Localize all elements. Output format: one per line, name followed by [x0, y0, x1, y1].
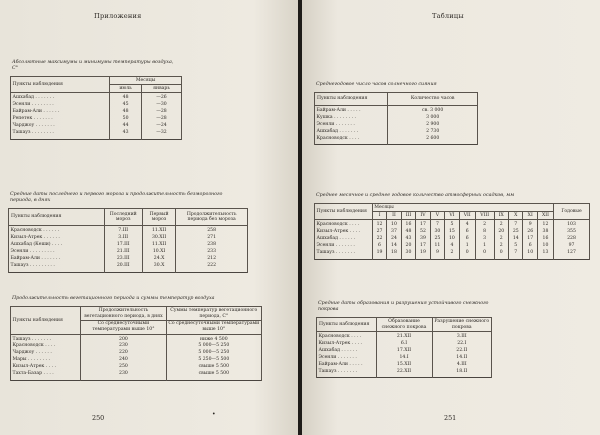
cell-station: Кизыл-Атрек . . . . — [11, 364, 81, 371]
cell-month-value: 8 — [475, 228, 494, 235]
column-header-snow-formation: Образование снежного покрова — [376, 318, 432, 332]
table-row — [9, 262, 248, 272]
cell-month-value: 27 — [372, 228, 386, 235]
cell-last-frost: 20.III — [104, 262, 142, 272]
cell-station: Тахта-Базар . . . . — [11, 371, 81, 381]
column-header-frost-free-duration: Продолжительность периода без мороза — [176, 209, 248, 226]
table-row — [11, 371, 262, 381]
table-body — [11, 334, 262, 380]
cell-last-frost: 21.III — [104, 248, 142, 255]
cell-month-value: 6 — [372, 242, 386, 249]
table-row — [317, 368, 492, 378]
cell-month-value: 10 — [523, 249, 537, 259]
cell-first-frost: 30.XII — [142, 235, 175, 242]
cell-month-value: 52 — [416, 228, 430, 235]
cell-july-max: 45 — [110, 102, 142, 109]
cell-first-frost: 30.X — [142, 262, 175, 272]
table-row — [315, 121, 478, 128]
left-page-number: 250 — [92, 414, 105, 422]
cell-sunshine-hours: 2 900 — [388, 121, 478, 128]
cell-month-value: 12 — [537, 220, 553, 229]
cell-snow-breakup: 22.II — [432, 347, 492, 354]
cell-month-value: 17 — [523, 235, 537, 242]
table-title: Средние даты последнего и первого мороза и продолжительность безморозного периода, в днях — [10, 192, 223, 204]
cell-month-value: 4 — [459, 220, 475, 229]
cell-month-value: 2 — [494, 235, 508, 242]
table-row — [315, 228, 590, 235]
cell-month-value: 20 — [494, 228, 508, 235]
cell-snow-formation: 14.I — [376, 354, 432, 361]
column-header-last-frost: Последний мороз — [104, 209, 142, 226]
column-header-month: XI — [523, 212, 537, 220]
cell-month-value: 2 — [494, 242, 508, 249]
cell-month-value: 2 — [494, 220, 508, 229]
cell-month-value: 4 — [445, 242, 459, 249]
cell-month-value: 1 — [475, 242, 494, 249]
cell-station: Ашхабад . . . . . . . — [315, 128, 388, 135]
cell-frost-free-days: 233 — [176, 248, 248, 255]
cell-annual-total: 355 — [554, 228, 590, 235]
cell-station: Красноводск . . . . — [315, 135, 388, 145]
cell-first-frost: 11.XII — [142, 226, 175, 235]
cell-january-min: —32 — [141, 129, 181, 139]
column-header-first-frost: Первый мороз — [142, 209, 175, 226]
cell-station: Мары . . . . . . . . — [11, 357, 81, 364]
table-sunshine-hours — [314, 82, 478, 145]
cell-month-value: 17 — [416, 220, 430, 229]
column-header-month: III — [401, 212, 415, 220]
cell-station: Ашхабад (Кеши) . . . . — [9, 241, 105, 248]
table-row — [11, 334, 262, 343]
cell-month-value: 22 — [372, 235, 386, 242]
table-vegetation-period — [10, 296, 262, 381]
cell-sunshine-hours: 3 000 — [388, 114, 478, 121]
cell-month-value: 3 — [475, 235, 494, 242]
table-body — [317, 332, 492, 378]
cell-month-value: 6 — [459, 235, 475, 242]
cell-month-value: 2 — [475, 220, 494, 229]
cell-last-frost: 3.III — [104, 235, 142, 242]
cell-frost-free-days: 258 — [176, 226, 248, 235]
table-row — [315, 105, 478, 114]
cell-temperature-sum: 5 000—5 250 — [166, 350, 261, 357]
cell-month-value: 30 — [401, 249, 415, 259]
cell-station: Ашхабад . . . . . . — [317, 347, 377, 354]
table-row — [9, 248, 248, 255]
column-header-month: XII — [537, 212, 553, 220]
cell-snow-breakup: 4.III — [432, 361, 492, 368]
cell-month-value: 0 — [475, 249, 494, 259]
column-header-snow-breakup: Разрушение снежного покрова — [432, 318, 492, 332]
cell-temperature-sum: 5 000—5 250 — [166, 343, 261, 350]
cell-station: Байрам-Али . . . . . . — [11, 109, 110, 116]
cell-month-value: 5 — [509, 242, 523, 249]
cell-first-frost: 24.X — [142, 255, 175, 262]
column-header-station: Пункты наблюдения — [11, 77, 110, 93]
cell-month-value: 20 — [401, 242, 415, 249]
cell-month-value: 2 — [445, 249, 459, 259]
cell-snow-formation: 22.XII — [376, 368, 432, 378]
table-row — [11, 350, 262, 357]
cell-month-value: 15 — [445, 228, 459, 235]
cell-station: Красноводск . . . . — [11, 343, 81, 350]
table-row — [315, 114, 478, 121]
table-row — [315, 135, 478, 145]
cell-station: Ташауз . . . . . . . . — [11, 129, 110, 139]
cell-snow-breakup: 3.III — [432, 332, 492, 341]
table-snow-cover — [316, 301, 492, 378]
cell-month-value: 48 — [401, 228, 415, 235]
table-row — [315, 220, 590, 229]
table-title: Абсолютные максимумы и минимумы температуры воздуха, С° — [12, 60, 174, 72]
cell-july-max: 48 — [110, 93, 142, 102]
cell-month-value: 30 — [430, 228, 444, 235]
cell-vegetation-days: 240 — [81, 357, 166, 364]
column-header-station: Пункты наблюдения — [317, 318, 377, 332]
cell-month-value: 11 — [430, 242, 444, 249]
cell-month-value: 19 — [372, 249, 386, 259]
cell-month-value: 6 — [459, 228, 475, 235]
cell-station: Эсенли . . . . . . . — [315, 242, 373, 249]
cell-station: Репетек . . . . . . . — [11, 115, 110, 122]
cell-month-value: 9 — [523, 220, 537, 229]
table-row — [11, 93, 182, 102]
cell-month-value: 17 — [416, 242, 430, 249]
cell-july-max: 44 — [110, 122, 142, 129]
cell-last-frost: 23.III — [104, 255, 142, 262]
column-header-station: Пункты наблюдения — [9, 209, 105, 226]
table-row — [11, 129, 182, 139]
table-title: Среднегодовое число часов солнечного сияния — [316, 82, 437, 87]
column-header-station: Пункты наблюдения — [315, 204, 373, 220]
cell-annual-total: 127 — [554, 249, 590, 259]
cell-month-value: 14 — [509, 235, 523, 242]
table-row — [317, 340, 492, 347]
cell-month-value: 0 — [459, 249, 475, 259]
cell-station: Чарджоу . . . . . . . — [11, 122, 110, 129]
cell-month-value: 7 — [509, 220, 523, 229]
cell-station: Байрам-Али . . . . . . . — [9, 255, 105, 262]
cell-last-frost: 7.III — [104, 226, 142, 235]
table-row — [317, 354, 492, 361]
cell-last-frost: 17.III — [104, 241, 142, 248]
table-temperature-extremes — [10, 60, 182, 140]
cell-month-value: 7 — [430, 220, 444, 229]
cell-month-value: 18 — [387, 249, 401, 259]
cell-station: Красноводск . . . . — [317, 332, 377, 341]
column-header-months: Месяцы — [372, 204, 553, 212]
cell-month-value: 14 — [387, 242, 401, 249]
table-body — [9, 226, 248, 272]
cell-month-value: 1 — [459, 242, 475, 249]
cell-station: Эсенли . . . . . . . — [315, 121, 388, 128]
cell-vegetation-days: 220 — [81, 350, 166, 357]
column-header-hours: Количество часов — [388, 93, 478, 106]
column-header-vegetation-duration: Продолжительность вегетационного периода, в днях — [81, 307, 166, 321]
cell-temperature-sum: 5 250—5 500 — [166, 357, 261, 364]
column-header-january: январь — [141, 85, 181, 93]
cell-temperature-sum: свыше 5 500 — [166, 371, 261, 381]
table-row — [11, 115, 182, 122]
cell-snow-formation: 21.XII — [376, 332, 432, 341]
right-page — [302, 0, 600, 435]
column-header-july: июль — [110, 85, 142, 93]
cell-sunshine-hours: 2 600 — [388, 135, 478, 145]
cell-station: Ташауз . . . . . . . — [11, 334, 81, 343]
cell-station: Кушка . . . . . . . . — [315, 114, 388, 121]
cell-january-min: —26 — [141, 93, 181, 102]
page-mark: • — [212, 411, 216, 418]
cell-station: Байрам-Али . . . . . — [317, 361, 377, 368]
column-header-month: VI — [445, 212, 459, 220]
column-header-month: X — [509, 212, 523, 220]
table-frost-dates — [8, 192, 248, 273]
table-title: Продолжительность вегетационного периода и суммы температур воздуха — [12, 296, 215, 301]
column-header-month: II — [387, 212, 401, 220]
column-subheader-duration: Со среднесуточными температурами выше 10° — [81, 320, 166, 334]
cell-vegetation-days: 250 — [81, 364, 166, 371]
cell-month-value: 6 — [523, 242, 537, 249]
cell-month-value: 26 — [523, 228, 537, 235]
column-subheader-sums: Со среднесуточными температурами выше 10° — [166, 320, 261, 334]
table-row — [9, 235, 248, 242]
cell-station: Ташауз . . . . . . . . . — [9, 262, 105, 272]
cell-month-value: 37 — [387, 228, 401, 235]
cell-station: Ташауз . . . . . . . — [315, 249, 373, 259]
cell-frost-free-days: 238 — [176, 241, 248, 248]
cell-sunshine-hours: св. 3 000 — [388, 105, 478, 114]
cell-month-value: 5 — [445, 220, 459, 229]
column-header-month: I — [372, 212, 386, 220]
cell-july-max: 48 — [110, 109, 142, 116]
table-body — [11, 93, 182, 139]
right-running-head: Таблицы — [432, 12, 464, 20]
table-title: Средние даты образования и разрушения устойчивого снежного покрова — [318, 301, 489, 313]
table-row — [11, 122, 182, 129]
table-row — [317, 347, 492, 354]
cell-sunshine-hours: 2 730 — [388, 128, 478, 135]
cell-vegetation-days: 230 — [81, 343, 166, 350]
cell-month-value: 0 — [494, 249, 508, 259]
cell-station: Красноводск . . . . — [315, 220, 373, 229]
cell-station: Эсенли . . . . . . . . . — [9, 248, 105, 255]
table-row — [11, 109, 182, 116]
cell-snow-formation: 15.XII — [376, 361, 432, 368]
left-running-head: Приложения — [94, 12, 142, 20]
column-header-month: IX — [494, 212, 508, 220]
table-row — [315, 128, 478, 135]
table-title: Среднее месячное и среднее годовое количество атмосферных осадков, мм — [316, 193, 515, 198]
cell-january-min: —28 — [141, 109, 181, 116]
right-page-number: 251 — [444, 414, 457, 422]
table-row — [9, 226, 248, 235]
cell-january-min: —24 — [141, 122, 181, 129]
cell-annual-total: 97 — [554, 242, 590, 249]
cell-month-value: 19 — [416, 249, 430, 259]
cell-month-value: 25 — [509, 228, 523, 235]
cell-month-value: 13 — [537, 249, 553, 259]
table-row — [317, 332, 492, 341]
cell-station: Кизыл-Атрек . . . . . . — [9, 235, 105, 242]
table-row — [315, 242, 590, 249]
column-header-month: IV — [416, 212, 430, 220]
column-header-annual: Годовые — [554, 204, 590, 220]
cell-first-frost: 11.XII — [142, 241, 175, 248]
column-header-temperature-sums: Суммы температур вегетационного периода, С° — [166, 307, 261, 321]
table-row — [315, 235, 590, 242]
cell-month-value: 38 — [537, 228, 553, 235]
cell-snow-breakup: 22.I — [432, 340, 492, 347]
column-header-station: Пункты наблюдения — [11, 307, 81, 334]
column-header-month: VIII — [475, 212, 494, 220]
table-row — [315, 249, 590, 259]
cell-frost-free-days: 271 — [176, 235, 248, 242]
cell-annual-total: 228 — [554, 235, 590, 242]
left-page — [0, 0, 298, 435]
cell-station: Ашхабад . . . . . . . — [11, 93, 110, 102]
column-header-month: VII — [459, 212, 475, 220]
table-row — [11, 357, 262, 364]
table-row — [317, 361, 492, 368]
table-row — [9, 241, 248, 248]
cell-july-max: 43 — [110, 129, 142, 139]
cell-frost-free-days: 212 — [176, 255, 248, 262]
cell-month-value: 16 — [537, 235, 553, 242]
cell-station: Чарджоу . . . . . . — [11, 350, 81, 357]
cell-station: Ташауз . . . . . . . — [317, 368, 377, 378]
cell-month-value: 10 — [445, 235, 459, 242]
cell-month-value: 9 — [430, 249, 444, 259]
column-header-month: V — [430, 212, 444, 220]
cell-month-value: 24 — [387, 235, 401, 242]
cell-month-value: 10 — [387, 220, 401, 229]
cell-annual-total: 103 — [554, 220, 590, 229]
cell-first-frost: 10.XI — [142, 248, 175, 255]
cell-snow-formation: 6.I — [376, 340, 432, 347]
table-row — [11, 102, 182, 109]
cell-station: Ашхабад . . . . . . — [315, 235, 373, 242]
cell-station: Красноводск . . . . . . — [9, 226, 105, 235]
cell-station: Эсенли . . . . . . . . — [11, 102, 110, 109]
cell-month-value: 25 — [430, 235, 444, 242]
cell-month-value: 7 — [509, 249, 523, 259]
table-row — [11, 343, 262, 350]
cell-month-value: 12 — [372, 220, 386, 229]
cell-vegetation-days: 230 — [81, 371, 166, 381]
cell-month-value: 39 — [416, 235, 430, 242]
cell-january-min: —30 — [141, 102, 181, 109]
table-row — [9, 255, 248, 262]
cell-station: Кизыл-Атрек . . . . — [317, 340, 377, 347]
table-body — [315, 220, 590, 259]
cell-july-max: 50 — [110, 115, 142, 122]
cell-snow-breakup: 18.II — [432, 368, 492, 378]
cell-vegetation-days: 200 — [81, 334, 166, 343]
cell-month-value: 16 — [401, 220, 415, 229]
cell-frost-free-days: 222 — [176, 262, 248, 272]
cell-temperature-sum: ниже 4 500 — [166, 334, 261, 343]
cell-month-value: 43 — [401, 235, 415, 242]
column-header-station: Пункты наблюдения — [315, 93, 388, 106]
cell-snow-formation: 17.XII — [376, 347, 432, 354]
cell-temperature-sum: свыше 5 500 — [166, 364, 261, 371]
table-row — [11, 364, 262, 371]
cell-station: Кизыл-Атрек . . . . — [315, 228, 373, 235]
cell-station: Байрам-Али . . . . . — [315, 105, 388, 114]
cell-month-value: 10 — [537, 242, 553, 249]
cell-january-min: —28 — [141, 115, 181, 122]
cell-snow-breakup: 14.II — [432, 354, 492, 361]
table-body — [315, 105, 478, 144]
table-precipitation — [314, 193, 590, 260]
column-header-months: Месяцы — [110, 77, 182, 85]
cell-station: Эсенли . . . . . . . — [317, 354, 377, 361]
